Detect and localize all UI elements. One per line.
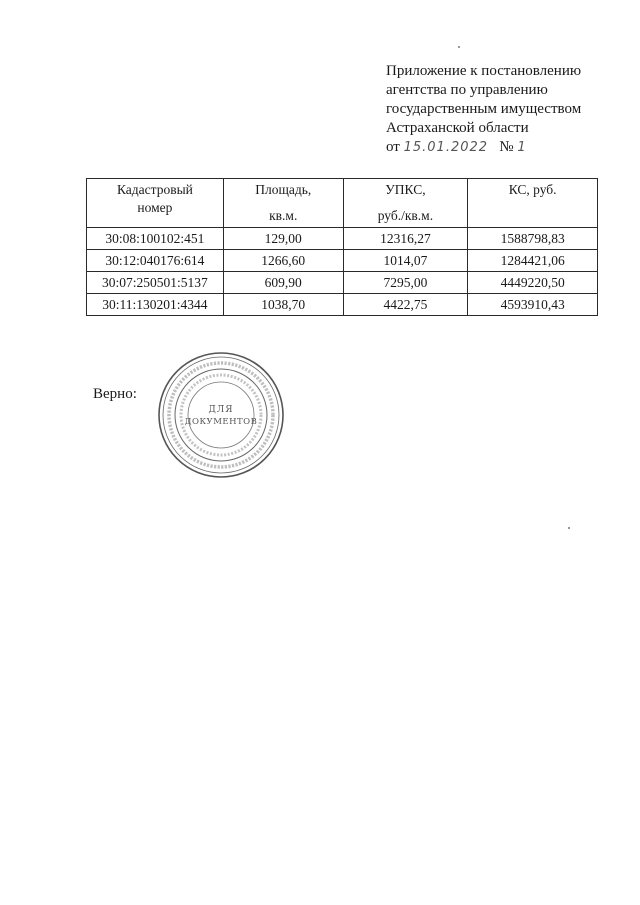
cell-ks: 4593910,43 xyxy=(468,294,598,316)
cell-upks: 12316,27 xyxy=(343,228,468,250)
stamp-inner-ring xyxy=(188,382,254,448)
column-header-line: Площадь, xyxy=(255,182,312,197)
date-prefix: от xyxy=(386,139,400,155)
header-date-line xyxy=(386,138,626,157)
cell-ks: 4449220,50 xyxy=(468,272,598,294)
column-header-line: кв.м. xyxy=(269,208,298,223)
number-value: 1 xyxy=(517,140,527,155)
column-header-upks xyxy=(343,179,468,228)
scan-speck xyxy=(568,527,570,529)
cell-area: 1038,70 xyxy=(223,294,343,316)
table-row xyxy=(87,250,598,272)
header-line-1: Приложение к постановлению xyxy=(386,63,582,79)
column-header-area xyxy=(223,179,343,228)
header-line-3: государственным имуществом xyxy=(386,101,582,117)
cell-area: 129,00 xyxy=(223,228,343,250)
header-line-2: агентства по управлению xyxy=(386,82,548,98)
cadastral-table xyxy=(86,178,598,316)
column-header-line: номер xyxy=(137,200,173,215)
cell-upks: 1014,07 xyxy=(343,250,468,272)
cell-upks: 4422,75 xyxy=(343,294,468,316)
column-header-cadastral-number xyxy=(87,179,224,228)
document-header xyxy=(386,62,626,157)
cell-cadastral-number: 30:08:100102:451 xyxy=(87,228,224,250)
header-line-4: Астраханской области xyxy=(386,120,529,136)
cell-area: 609,90 xyxy=(223,272,343,294)
table-row xyxy=(87,294,598,316)
cell-cadastral-number: 30:12:040176:614 xyxy=(87,250,224,272)
column-header-line: Кадастровый xyxy=(116,182,193,197)
stamp-center-line-2: ДОКУМЕНТОВ xyxy=(184,417,258,427)
stamp-outer-ring xyxy=(159,353,283,477)
cell-cadastral-number: 30:11:130201:4344 xyxy=(87,294,224,316)
column-header-ks xyxy=(468,179,598,228)
column-header-line: руб./кв.м. xyxy=(377,208,434,223)
official-stamp xyxy=(155,349,287,481)
stamp-center-line-1: ДЛЯ xyxy=(208,405,234,415)
table-row xyxy=(87,272,598,294)
verno-label: Верно: xyxy=(93,386,137,402)
table-row xyxy=(87,228,598,250)
column-header-line: КС, руб. xyxy=(508,182,557,197)
cell-ks: 1588798,83 xyxy=(468,228,598,250)
column-header-line: УПКС, xyxy=(385,182,426,197)
stamp-middle-ring xyxy=(175,369,267,461)
stamp-outer-lettering xyxy=(169,363,273,467)
date-value: 15.01.2022 xyxy=(403,140,489,155)
stamp-inner-lettering xyxy=(181,375,261,455)
scan-speck xyxy=(458,46,460,48)
number-prefix: № xyxy=(499,139,514,155)
table-header-row xyxy=(87,179,598,228)
cell-ks: 1284421,06 xyxy=(468,250,598,272)
cell-cadastral-number: 30:07:250501:5137 xyxy=(87,272,224,294)
cell-area: 1266,60 xyxy=(223,250,343,272)
cell-upks: 7295,00 xyxy=(343,272,468,294)
